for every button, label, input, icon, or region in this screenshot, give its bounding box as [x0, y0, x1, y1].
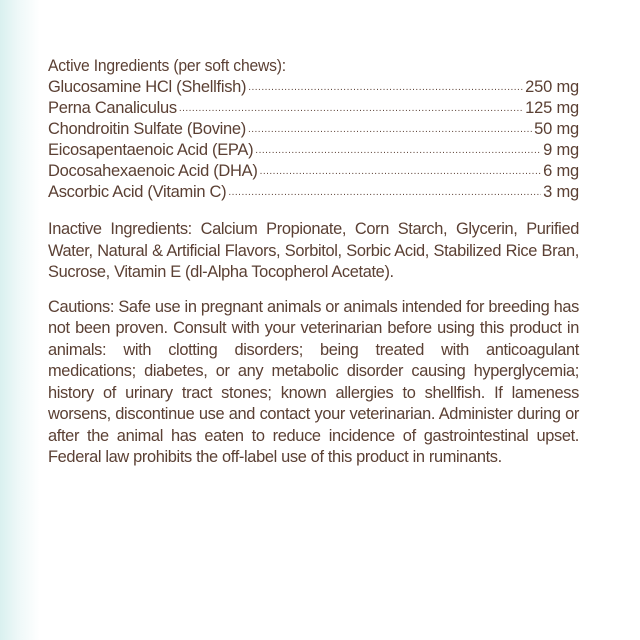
active-ingredients-list: [48, 77, 579, 203]
ingredient-row-glucosamine: [48, 77, 579, 98]
ingredient-row-epa: [48, 140, 579, 161]
ingredient-amount: 50 mg: [534, 120, 579, 138]
ingredient-name: Perna Canaliculus: [48, 99, 177, 117]
ingredient-name: Ascorbic Acid (Vitamin C): [48, 183, 227, 201]
ingredient-amount: 6 mg: [543, 162, 579, 180]
label-panel: [48, 56, 579, 469]
ingredient-row-ascorbic-acid: [48, 182, 579, 203]
dot-leader: [260, 167, 542, 177]
dot-leader: [179, 104, 523, 114]
ingredient-amount: 3 mg: [543, 183, 579, 201]
dot-leader: [248, 83, 523, 93]
ingredient-name: Docosahexaenoic Acid (DHA): [48, 162, 258, 180]
ingredient-row-dha: [48, 161, 579, 182]
inactive-ingredients-paragraph: Inactive Ingredients: Calcium Propionate, Corn Starch, Glycerin, Purified Water, Natural & Artificial Flavors, Sorbitol, Sorbic Acid, Stabilized Rice Bran, Sucrose, Vitamin E (dl-Alpha Tocopherol Acetate).: [48, 220, 579, 281]
ingredient-name: Glucosamine HCl (Shellfish): [48, 78, 247, 96]
ingredient-row-chondroitin: [48, 119, 579, 140]
cautions-paragraph: Cautions: Safe use in pregnant animals or animals intended for breeding has not been proven. Consult with your veterinarian before using this product in animals: with clotting disorders; being treated with anticoagulant medications; diabetes, or any metabolic disorder causing hyperglycemia; history of urinary tract stones; known allergies to shellfish. If lameness worsens, discontinue use and contact your veterinarian. Administer during or after the animal has eaten to reduce incidence of gastrointestinal upset. Federal law prohibits the off-label use of this product in ruminants.: [48, 297, 579, 466]
ingredient-amount: 250 mg: [525, 78, 579, 96]
active-ingredients-heading: Active Ingredients (per soft chews):: [48, 57, 286, 75]
ingredient-row-perna: [48, 98, 579, 119]
ingredient-amount: 9 mg: [543, 141, 579, 159]
dot-leader: [248, 125, 532, 135]
ingredient-name: Chondroitin Sulfate (Bovine): [48, 120, 246, 138]
dot-leader: [228, 188, 541, 198]
ingredient-name: Eicosapentaenoic Acid (EPA): [48, 141, 254, 159]
dot-leader: [255, 146, 541, 156]
ingredient-amount: 125 mg: [525, 99, 579, 117]
